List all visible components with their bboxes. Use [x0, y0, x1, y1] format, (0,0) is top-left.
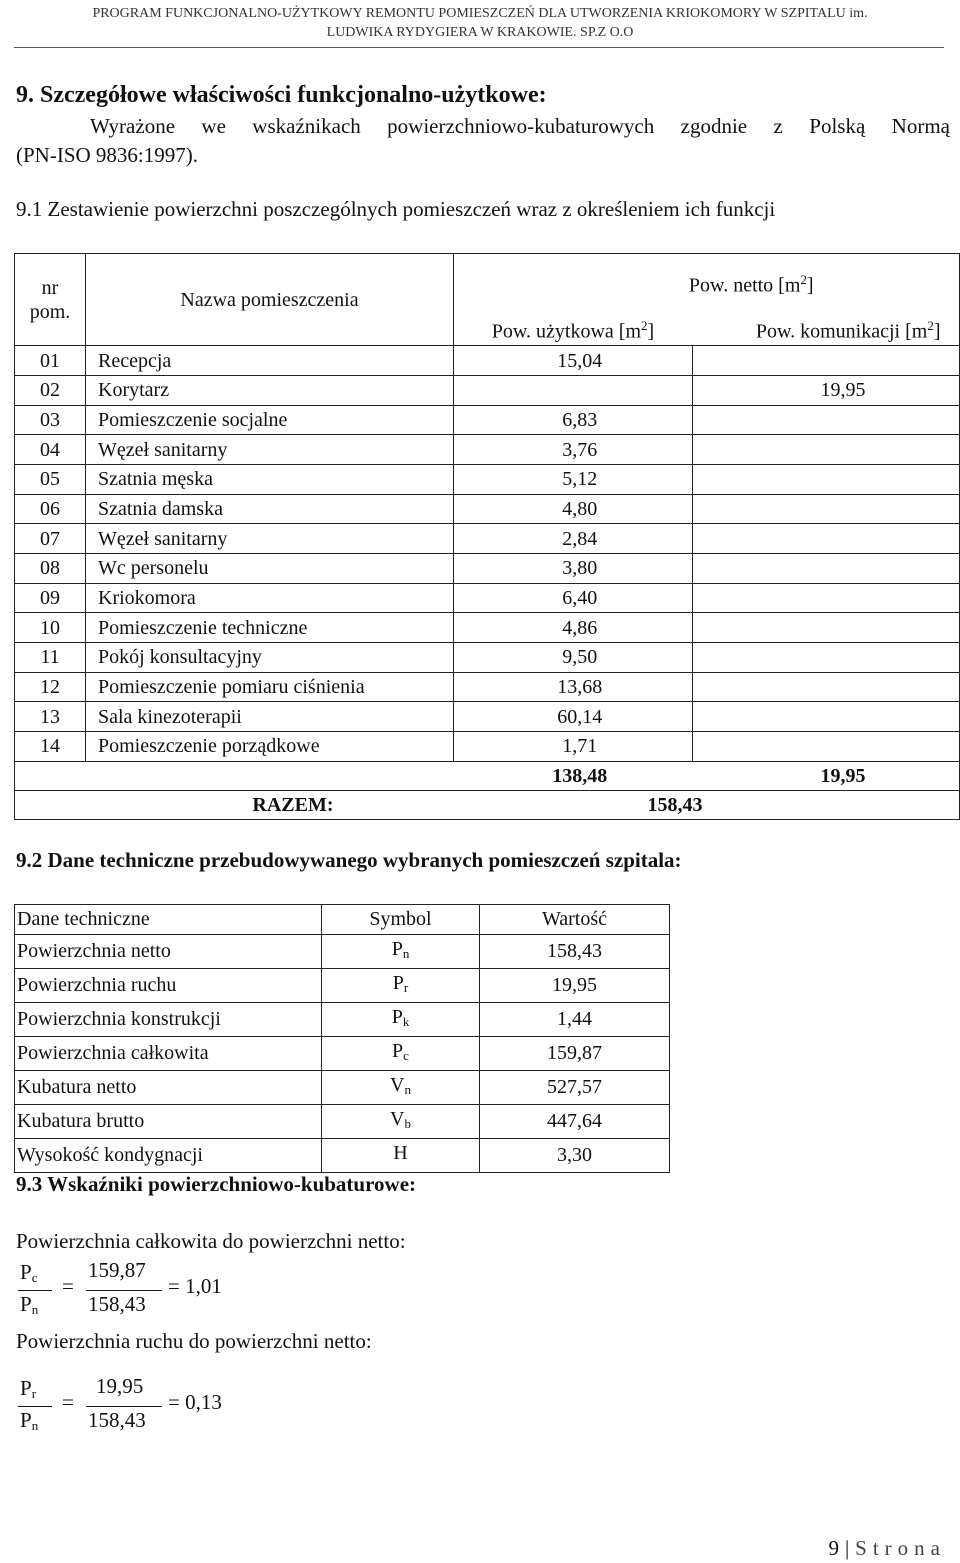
table-row: 05 Szatnia męska 5,12 [15, 464, 960, 494]
section-9-1-title: 9.1 Zestawienie powierzchni poszczególnych pomieszczeń wraz z określeniem ich funkcji [16, 197, 776, 221]
header-room-name: Nazwa pomieszczenia [86, 254, 454, 346]
ratio-1-den-symbol: $P_n$ [20, 1292, 39, 1317]
table-row: 04 Węzeł sanitarny 3,76 [15, 435, 960, 465]
header-uzytkowa: Pow. użytkowa $[m^2]$ [454, 312, 693, 346]
total-label: RAZEM: [15, 791, 454, 820]
document-header [0, 4, 960, 42]
intro-line-2: (PN-ISO 9836:1997). [16, 143, 198, 167]
table-row: Wysokość kondygnacji H 3,30 [15, 1138, 670, 1172]
table-row: Kubatura netto $V_n$ 527,57 [15, 1070, 670, 1104]
table-row: Powierzchnia całkowita $P_c$ 159,87 [15, 1036, 670, 1070]
ratio-1-eq: = [62, 1274, 74, 1298]
table-row: 02 Korytarz 19,95 [15, 375, 960, 405]
rooms-table [14, 253, 960, 820]
header-line-1: PROGRAM FUNKCJONALNO-UŻYTKOWY REMONTU POMIESZCZEŃ DLA UTWORZENIA KRIOKOMORY W SZPITALU im. [92, 6, 868, 21]
ratio-1-label: Powierzchnia całkowita do powierzchni netto: [16, 1229, 406, 1253]
header-dane: Dane techniczne [15, 905, 322, 935]
ratio-2-formula [16, 1374, 236, 1438]
table-row: Kubatura brutto $V_b$ 447,64 [15, 1104, 670, 1138]
table-row: 07 Węzeł sanitarny 2,84 [15, 524, 960, 554]
table-row: 06 Szatnia damska 4,80 [15, 494, 960, 524]
ratio-2-num-symbol: $P_r$ [20, 1376, 37, 1401]
table-row: 11 Pokój konsultacyjny 9,50 [15, 643, 960, 673]
ratio-2-result: = 0,13 [168, 1390, 222, 1414]
footer-label: Strona [855, 1536, 946, 1560]
table-row: 14 Pomieszczenie porządkowe 1,71 [15, 732, 960, 762]
header-divider [14, 47, 944, 48]
ratio-2-eq: = [62, 1390, 74, 1414]
table-row: Powierzchnia ruchu $P_r$ 19,95 [15, 968, 670, 1002]
table-row: 08 Wc personelu 3,80 [15, 553, 960, 583]
section-9-2-title: 9.2 Dane techniczne przebudowywanego wybranych pomieszczeń szpitala: [16, 848, 682, 872]
total-row [15, 791, 960, 820]
page-number: 9 [828, 1536, 839, 1560]
ratio-1-formula [16, 1258, 236, 1322]
ratio-1-result: = 1,01 [168, 1274, 222, 1298]
subtotal-row [15, 761, 960, 791]
section-9-3-title: 9.3 Wskaźniki powierzchniowo-kubaturowe: [16, 1172, 417, 1196]
header-nr: nr [41, 276, 59, 299]
page-footer [828, 1536, 946, 1561]
table-row: Powierzchnia konstrukcji $P_k$ 1,44 [15, 1002, 670, 1036]
table-row: 12 Pomieszczenie pomiaru ciśnienia 13,68 [15, 672, 960, 702]
section-9-intro [16, 112, 950, 170]
ratio-1-val-line [86, 1290, 162, 1291]
footer-separator: | [844, 1536, 850, 1560]
technical-data-table [14, 904, 670, 1173]
ratio-1-num-value: 159,87 [88, 1258, 146, 1282]
table-row: 13 Sala kinezoterapii 60,14 [15, 702, 960, 732]
ratio-2-den-value: 158,43 [88, 1408, 146, 1432]
tech-table-header [15, 905, 670, 935]
intro-line-1: Wyrażone we wskaźnikach powierzchniowo-kubaturowych zgodnie z Polską Normą [90, 114, 950, 138]
header-netto: Pow. netto $[m^2]$ [454, 254, 960, 312]
subtotal-com: 19,95 [692, 761, 959, 791]
header-wartosc: Wartość [480, 905, 670, 935]
ratio-2-num-value: 19,95 [96, 1374, 144, 1398]
total-value: 158,43 [454, 791, 960, 820]
rooms-table-header [15, 254, 960, 312]
ratio-2-sym-line [18, 1406, 52, 1407]
table-row: Powierzchnia netto $P_n$ 158,43 [15, 934, 670, 968]
ratio-2-label: Powierzchnia ruchu do powierzchni netto: [16, 1329, 372, 1353]
ratio-2-den-symbol: $P_n$ [20, 1408, 39, 1433]
table-row: 01 Recepcja 15,04 [15, 346, 960, 376]
ratio-1-sym-line [18, 1290, 52, 1291]
header-komunikacji: Pow. komunikacji $[m^2]$ [692, 312, 959, 346]
section-9-title: 9. Szczegółowe właściwości funkcjonalno-użytkowe: [16, 82, 547, 108]
header-pom: pom. [29, 300, 71, 323]
table-row: 09 Kriokomora 6,40 [15, 583, 960, 613]
table-row: 03 Pomieszczenie socjalne 6,83 [15, 405, 960, 435]
header-line-2: LUDWIKA RYDYGIERA W KRAKOWIE. SP.Z O.O [326, 25, 634, 40]
ratio-2-val-line [86, 1406, 162, 1407]
ratio-1-den-value: 158,43 [88, 1292, 146, 1316]
table-row: 10 Pomieszczenie techniczne 4,86 [15, 613, 960, 643]
header-nr-pom [15, 254, 86, 346]
ratio-1-num-symbol: $P_c$ [20, 1260, 38, 1285]
subtotal-use: 138,48 [454, 761, 693, 791]
header-symbol: Symbol [322, 905, 480, 935]
